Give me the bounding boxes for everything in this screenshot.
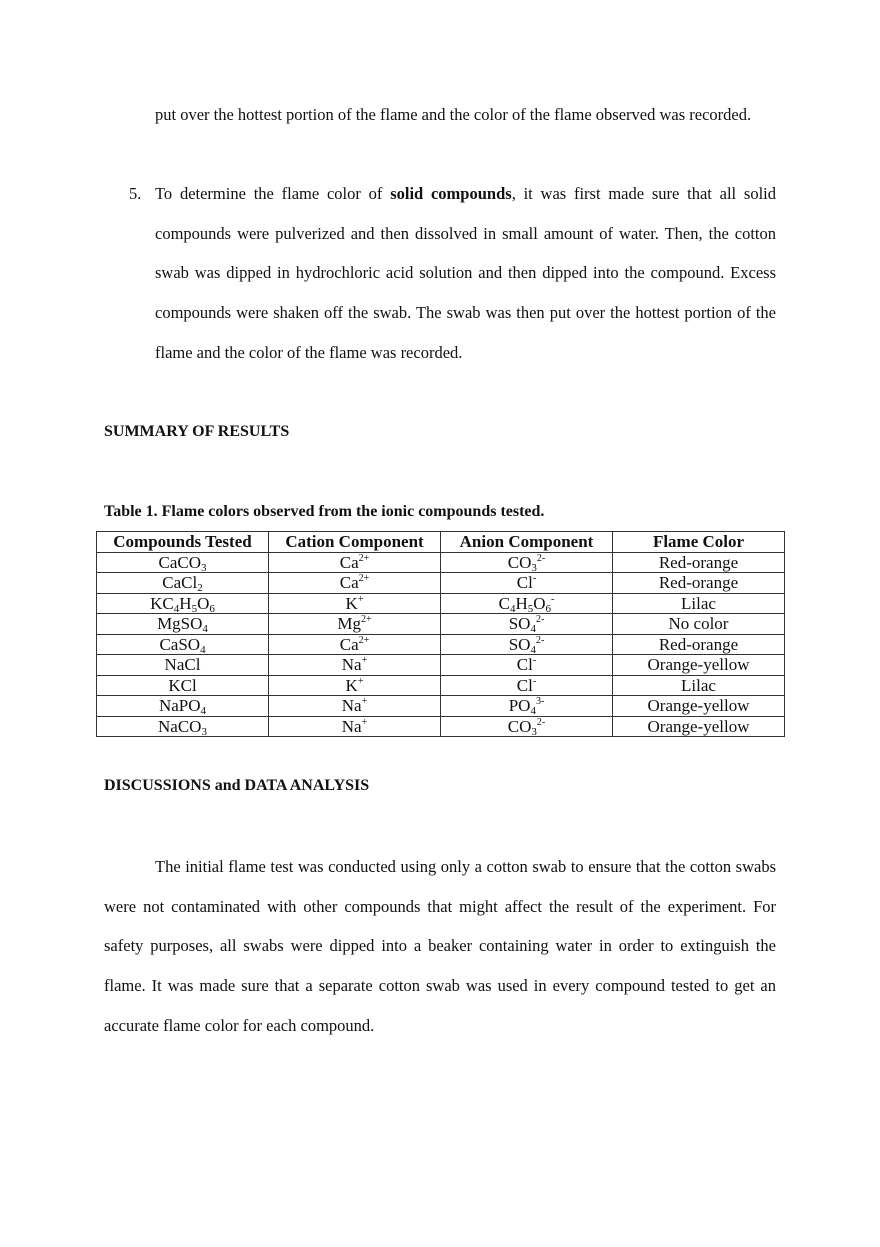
cell-cation: $Mg^{2+}$ <box>269 614 441 635</box>
cell-anion: $CO_3^{2-}$ <box>441 716 613 737</box>
cell-compound: $KC_4H_5O_6$ <box>97 593 269 614</box>
cell-cation: $Ca^{2+}$ <box>269 634 441 655</box>
procedure-continuation: put over the hottest portion of the flame and the color of the flame observed was recorded. <box>155 105 752 124</box>
cell-anion: Cl- <box>441 675 613 696</box>
list-marker-5: 5. <box>129 184 142 203</box>
cell-compound: CaCO$_3$ <box>97 552 269 573</box>
discussion-heading: DISCUSSIONS and DATA ANALYSIS <box>104 777 370 794</box>
procedure-step-5 <box>155 174 776 373</box>
cell-anion: Cl- <box>441 573 613 594</box>
table-row <box>97 716 785 737</box>
cell-cation: $Ca^{2+}$ <box>269 552 441 573</box>
cell-compound: MgSO$_4$ <box>97 614 269 635</box>
table-row <box>97 614 785 635</box>
results-table <box>96 531 785 737</box>
cell-flame-color: Red-orange <box>613 573 785 594</box>
header-anion: Anion Component <box>441 532 613 553</box>
discussion-paragraph: The initial flame test was conducted using only a cotton swab to ensure that the cotton swabs were not contaminated with other compounds that might affect the result of the experiment. For safety purposes, all swabs were dipped into a beaker containing water in order to extinguish the flame. It was made sure that a separate cotton swab was used in every compound tested to get an accurate flame color for each compound. <box>104 857 776 1035</box>
table-row <box>97 573 785 594</box>
table-row <box>97 593 785 614</box>
summary-heading: SUMMARY OF RESULTS <box>104 423 290 440</box>
header-cation: Cation Component <box>269 532 441 553</box>
table-row <box>97 655 785 676</box>
cell-compound: CaSO$_4$ <box>97 634 269 655</box>
step5-intro: To determine the flame color of <box>155 184 383 203</box>
step5-bold-term: solid compounds <box>390 184 512 203</box>
cell-anion: $PO_4^{3-}$ <box>441 696 613 717</box>
cell-anion: Cl- <box>441 655 613 676</box>
table-row <box>97 675 785 696</box>
table-row <box>97 552 785 573</box>
header-compounds: Compounds Tested <box>97 532 269 553</box>
cell-compound: NaPO$_4$ <box>97 696 269 717</box>
table-row <box>97 634 785 655</box>
table-row <box>97 696 785 717</box>
cell-flame-color: Orange-yellow <box>613 716 785 737</box>
cell-compound: NaCO$_3$ <box>97 716 269 737</box>
cell-cation: Na+ <box>269 655 441 676</box>
cell-flame-color: Lilac <box>613 593 785 614</box>
table-header-row <box>97 532 785 553</box>
step5-rest: , it was first made sure that all solid compounds were pulverized and then dissolved in small amount of water. Then, the cotton swab was dipped in hydrochloric acid solution and then dipped into the compound. Excess compounds were shaken off the swab. The swab was then put over the hottest portion of the flame and the color of the flame was recorded. <box>155 184 776 362</box>
cell-compound: KCl <box>97 675 269 696</box>
cell-flame-color: Orange-yellow <box>613 696 785 717</box>
table-caption: Table 1. Flame colors observed from the ionic compounds tested. <box>104 503 545 520</box>
cell-flame-color: Red-orange <box>613 634 785 655</box>
cell-cation: $Ca^{2+}$ <box>269 573 441 594</box>
cell-cation: K+ <box>269 593 441 614</box>
cell-anion: $C_4H_5O_6^-$ <box>441 593 613 614</box>
cell-flame-color: Red-orange <box>613 552 785 573</box>
cell-cation: Na+ <box>269 716 441 737</box>
cell-cation: Na+ <box>269 696 441 717</box>
cell-cation: K+ <box>269 675 441 696</box>
cell-compound: CaCl$_2$ <box>97 573 269 594</box>
cell-flame-color: Orange-yellow <box>613 655 785 676</box>
cell-flame-color: Lilac <box>613 675 785 696</box>
cell-flame-color: No color <box>613 614 785 635</box>
cell-anion: $SO_4^{2-}$ <box>441 634 613 655</box>
table-body <box>97 552 785 737</box>
cell-compound: NaCl <box>97 655 269 676</box>
cell-anion: $CO_3^{2-}$ <box>441 552 613 573</box>
header-flame-color: Flame Color <box>613 532 785 553</box>
cell-anion: $SO_4^{2-}$ <box>441 614 613 635</box>
